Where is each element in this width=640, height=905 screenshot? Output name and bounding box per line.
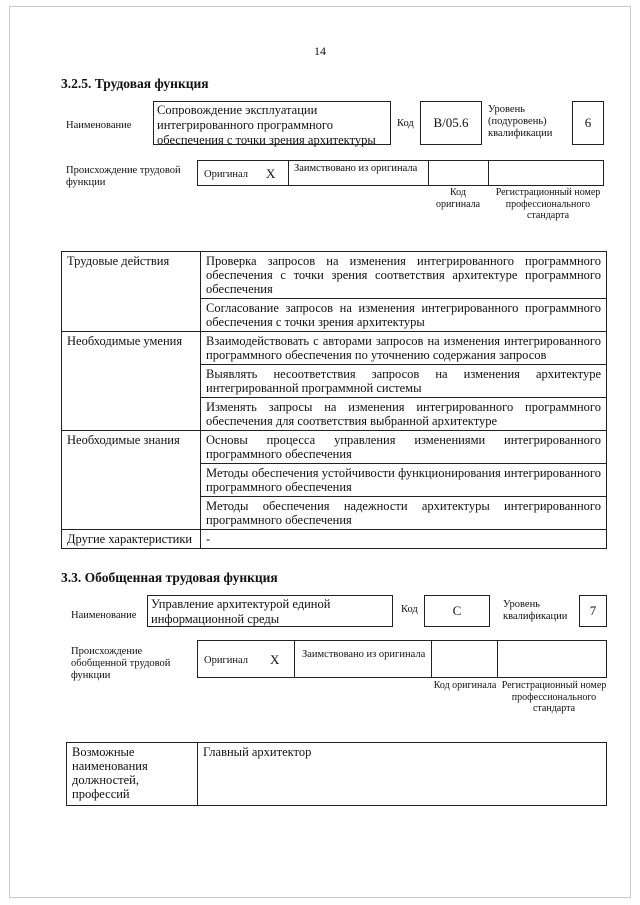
cell-text: Основы процесса управления изменениями интегрированного программного обеспечения	[201, 431, 607, 464]
origin-row	[197, 640, 607, 678]
original-label: Оригинал	[204, 169, 248, 180]
positions-table	[66, 742, 607, 806]
cell-text: Выявлять несоответствия запросов на изменения архитектуре интегрированной программной системы	[201, 365, 607, 398]
level-label: Уровень (подуровень) квалификации	[488, 104, 553, 139]
cell-text: Взаимодействовать с авторами запросов на изменения интегрированного программного обеспечения по уточнению содержания запросов	[201, 332, 607, 365]
function-name-box: Управление архитектурой единой информационной среды	[147, 595, 393, 627]
code-label: Код	[401, 604, 418, 615]
row-label: Другие характеристики	[62, 530, 201, 549]
name-label: Наименование	[71, 610, 137, 621]
code-original-label: Код оригинала	[435, 187, 481, 210]
table-row	[67, 743, 607, 806]
row-label: Трудовые действия	[62, 252, 201, 332]
code-label: Код	[397, 118, 414, 129]
page-number: 14	[314, 44, 326, 58]
code-box: C	[424, 595, 490, 627]
table-row	[62, 252, 607, 299]
code-original-label: Код оригинала	[433, 680, 497, 691]
registration-label: Регистрационный номер профессионального стандарта	[495, 187, 601, 221]
divider	[428, 161, 429, 185]
section-heading: 3.2.5. Трудовая функция	[61, 76, 209, 91]
table-row	[62, 530, 607, 549]
function-table	[61, 251, 607, 549]
original-mark: X	[270, 652, 280, 667]
row-label: Возможные наименования должностей, профессий	[67, 743, 198, 806]
divider	[488, 161, 489, 185]
level-box: 6	[572, 101, 604, 145]
divider	[497, 641, 498, 677]
origin-label: Происхождение трудовой функции	[66, 165, 181, 188]
code-box: B/05.6	[420, 101, 482, 145]
cell-text: Методы обеспечения надежности архитектуры интегрированного программного обеспечения	[201, 497, 607, 530]
row-label: Необходимые знания	[62, 431, 201, 530]
table-row	[62, 431, 607, 464]
table-row	[62, 332, 607, 365]
origin-row	[197, 160, 604, 186]
original-mark: X	[266, 166, 276, 181]
section-heading: 3.3. Обобщенная трудовая функция	[61, 570, 278, 585]
name-label: Наименование	[66, 120, 132, 131]
level-label: Уровень квалификации	[503, 599, 568, 622]
origin-label: Происхождение обобщенной трудовой функции	[71, 646, 171, 681]
registration-label: Регистрационный номер профессионального стандарта	[501, 680, 607, 714]
cell-text: -	[201, 530, 607, 549]
borrowed-label: Заимствовано из оригинала	[302, 649, 426, 660]
divider	[294, 641, 295, 677]
function-name-box: Сопровождение эксплуатации интегрированного программного обеспечения с точки зрения архитектуры	[153, 101, 391, 145]
divider	[431, 641, 432, 677]
cell-text: Методы обеспечения устойчивости функционирования интегрированного программного обеспечения	[201, 464, 607, 497]
original-label: Оригинал	[204, 655, 248, 666]
cell-text: Изменять запросы на изменения интегрированного программного обеспечения для соответствия выбранной архитектуре	[201, 398, 607, 431]
borrowed-label: Заимствовано из оригинала	[294, 163, 418, 174]
row-label: Необходимые умения	[62, 332, 201, 431]
cell-text: Главный архитектор	[198, 743, 607, 806]
level-box: 7	[579, 595, 607, 627]
cell-text: Согласование запросов на изменения интегрированного программного обеспечения с точки зрения архитектуры	[201, 299, 607, 332]
divider	[288, 161, 289, 185]
cell-text: Проверка запросов на изменения интегрированного программного обеспечения с точки зрения соответствия архитектуре программного обеспечения	[201, 252, 607, 299]
